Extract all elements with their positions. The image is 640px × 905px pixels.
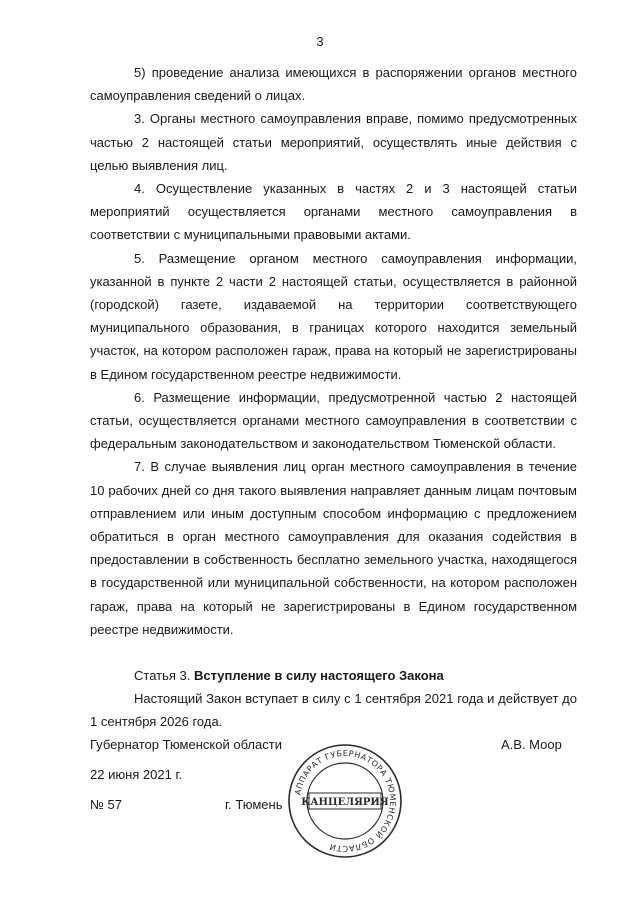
signing-date: 22 июня 2021 г. <box>90 767 183 782</box>
signatory-name: А.В. Моор <box>501 737 562 752</box>
article-3-heading <box>90 664 577 687</box>
office-stamp <box>285 741 405 861</box>
paragraph-4: 4. Осуществление указанных в частях 2 и 3 настоящей статьи мероприятий осуществляется органами местного самоуправления в соответствии с муниципальными правовыми актами. <box>90 181 577 243</box>
article-3-prefix: Статья 3. <box>134 668 191 684</box>
signing-city: г. Тюмень <box>225 797 283 812</box>
article-3-text: Настоящий Закон вступает в силу с 1 сентября 2021 года и действует до 1 сентября 2026 года. <box>90 691 577 730</box>
signatory-position: Губернатор Тюменской области <box>90 737 282 752</box>
page-number: 3 <box>316 34 324 49</box>
paragraph-7: 7. В случае выявления лиц орган местного самоуправления в течение 10 рабочих дней со дня такого выявления направляет данным лицам почтовым отправлением или иным доступным способом информацию с предложением обратиться в орган местного самоуправления для оказания содействия в предоставлении в собственность бесплатно земельного участка, находящегося в государственной или муниципальной собственности, на котором расположен гараж, права на который не зарегистрированы в Едином государственном реестре недвижимости. <box>90 459 577 637</box>
stamp-ring-text: АППАРАТ ГУБЕРНАТОРА ТЮМЕНСКОЙ ОБЛАСТИ <box>293 748 398 854</box>
paragraph-3: 3. Органы местного самоуправления вправе, помимо предусмотренных частью 2 настоящей статьи мероприятий, осуществлять иные действия с целью выявления лиц. <box>90 111 577 173</box>
stamp-center-text: КАНЦЕЛЯРИЯ <box>301 797 389 808</box>
paragraph-6: 6. Размещение информации, предусмотренной частью 2 настоящей статьи, осуществляется органами местного самоуправления в соответствии с федеральным законодательством и законодательством Тюменской области. <box>90 389 577 452</box>
paragraph-item-5: 5) проведение анализа имеющихся в распоряжении органов местного самоуправления сведений о лицах. <box>90 65 577 104</box>
article-3-title: Вступление в силу настоящего Закона <box>194 668 444 684</box>
document-body <box>90 61 577 734</box>
law-number: № 57 <box>90 797 123 812</box>
paragraph-5: 5. Размещение органом местного самоуправления информации, указанной в пункте 2 части 2 настоящей статьи, осуществляется в районной (городской) газете, издаваемой на территории соответствующего муниципального образования, в границах которого находится земельный участок, на котором расположен гараж, права на который не зарегистрированы в Едином государственном реестре недвижимости. <box>90 250 577 382</box>
